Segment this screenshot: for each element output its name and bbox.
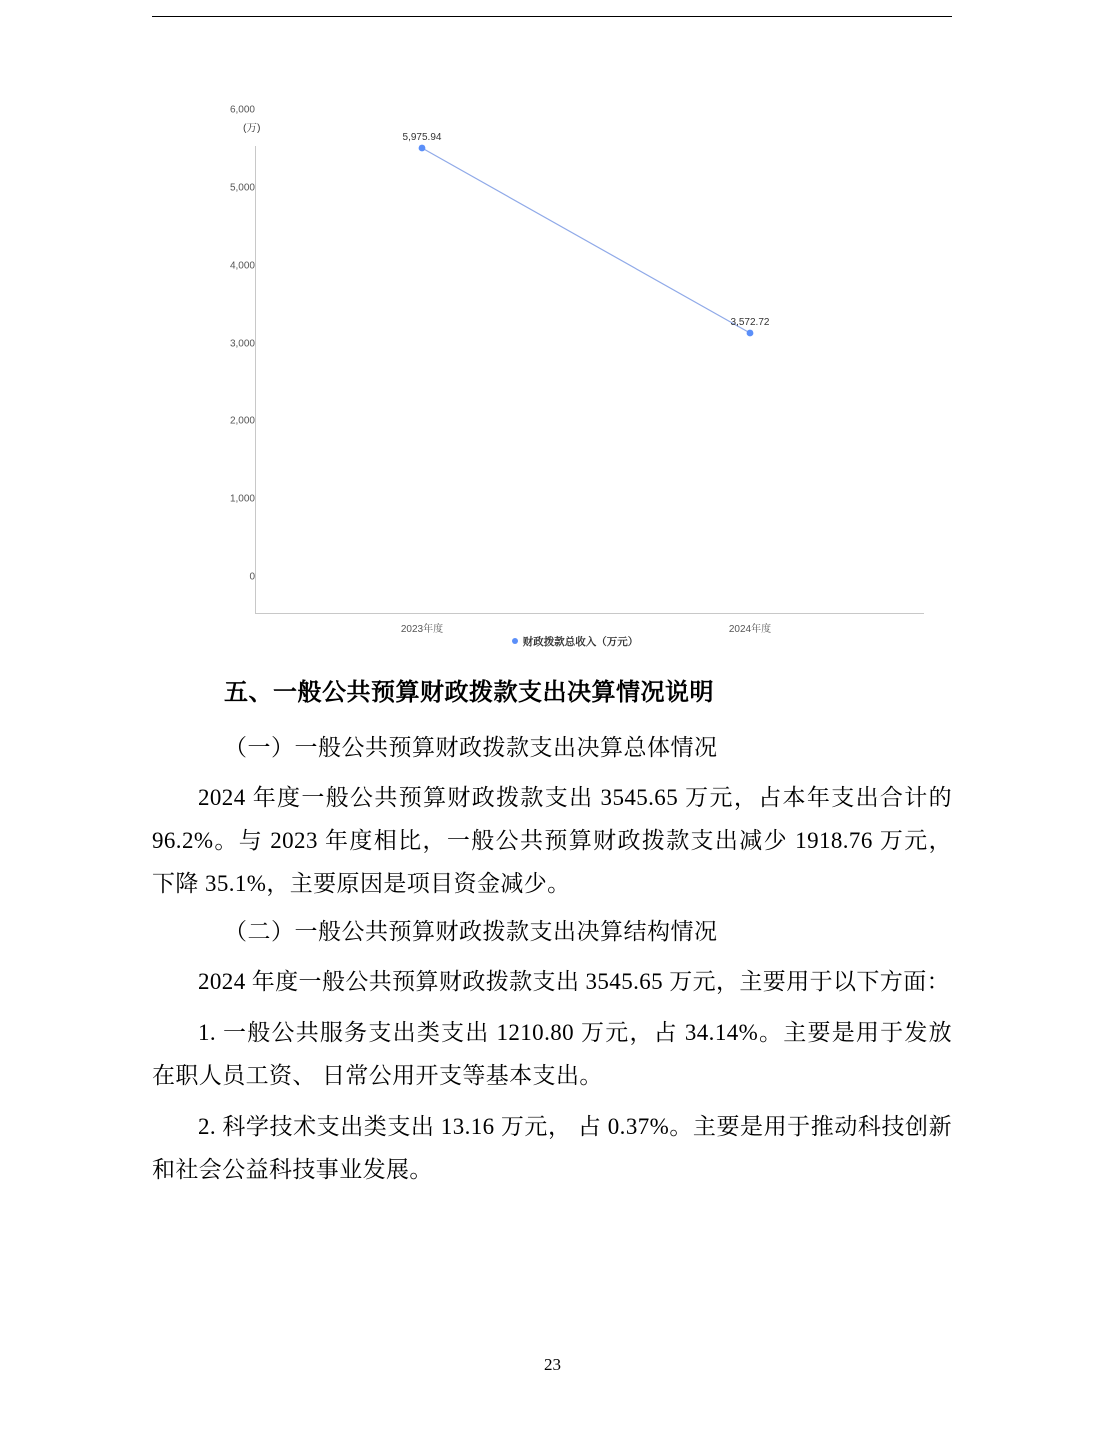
paragraph-4: 2. 科学技术支出类支出 13.16 万元， 占 0.37%。主要是用于推动科技创新和社会公益科技事业发展。 — [152, 1114, 952, 1182]
y-tick-4: 4,000 — [229, 260, 255, 272]
subsection-1-title: （一）一般公共预算财政拨款支出决算总体情况 — [224, 735, 718, 760]
subsection-2-title: （二）一般公共预算财政拨款支出决算结构情况 — [224, 919, 718, 944]
chart-unit-label: (万) — [243, 122, 261, 134]
legend-marker-icon — [512, 638, 518, 644]
chart-legend — [225, 634, 925, 649]
header-rule — [152, 16, 952, 17]
paragraph-2: 2024 年度一般公共预算财政拨款支出 3545.65 万元，主要用于以下方面： — [198, 969, 950, 994]
x-tick-2024: 2024年度 — [728, 624, 772, 635]
line-chart — [225, 104, 925, 650]
legend-label: 财政拨款总收入（万元） — [522, 636, 639, 648]
document-body — [152, 672, 952, 1199]
section-title: 五、一般公共预算财政拨款支出决算情况说明 — [224, 678, 714, 706]
y-tick-0: 0 — [249, 571, 255, 583]
data-label-2023: 5,975.94 — [402, 132, 442, 143]
y-tick-2: 2,000 — [229, 415, 255, 427]
y-tick-labels — [201, 104, 255, 583]
data-label-2024: 3,572.72 — [730, 317, 770, 328]
paragraph-3: 1. 一般公共服务支出类支出 1210.80 万元，占 34.14%。主要是用于发放在职人员工资、 日常公用开支等基本支出。 — [152, 1020, 952, 1088]
y-tick-3: 3,000 — [229, 338, 255, 349]
page-number: 23 — [544, 1355, 561, 1374]
y-tick-5: 5,000 — [229, 182, 255, 194]
y-tick-6: 6,000 — [229, 104, 255, 116]
series-path — [255, 146, 924, 613]
y-tick-1: 1,000 — [229, 493, 255, 505]
x-axis — [255, 613, 924, 614]
x-tick-2023: 2023年度 — [400, 624, 444, 635]
paragraph-1: 2024 年度一般公共预算财政拨款支出 3545.65 万元，占本年支出合计的 96.2%。与 2023 年度相比，一般公共预算财政拨款支出减少 1918.76 万元， 下降 35.1%，主要原因是项目资金减少。 — [152, 785, 952, 896]
